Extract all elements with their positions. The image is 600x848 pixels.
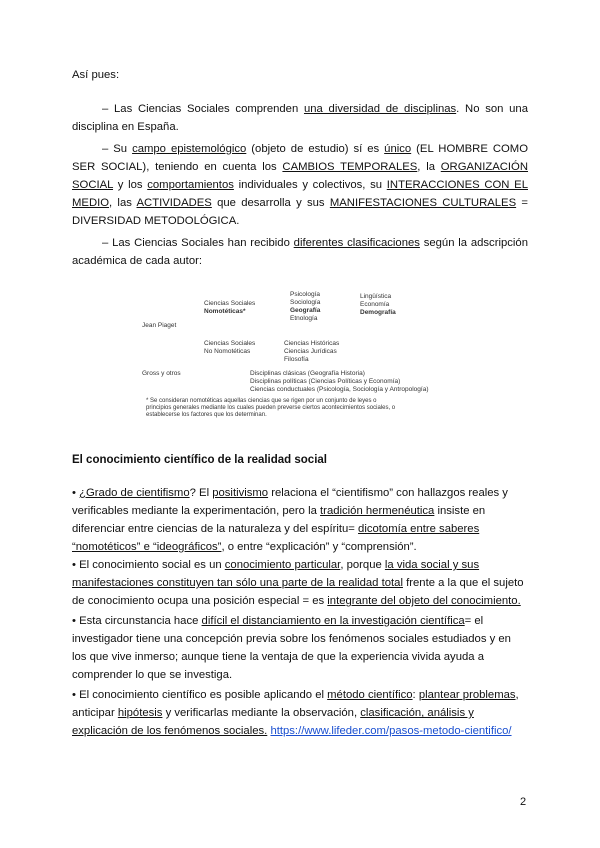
figure-geografia: Geografía xyxy=(290,307,321,314)
figure-disciplinas-clasicas: Disciplinas clásicas (Geografía Historia) xyxy=(250,370,365,377)
paragraph-campo-epistemologico: – Su campo epistemológico (objeto de estudio) sí es único (EL HOMBRE COMO SER SOCIAL), teniendo en cuenta los CAMBIOS TEMPORALES, la ORGANIZACIÓN SOCIAL y los comportamientos individuales y colectivos, su INTERACCIONES CON EL MEDIO, las ACTIVIDADES que desarrolla y sus MANIFESTACIONES CULTURALES = DIVERSIDAD METODOLÓGICA. xyxy=(72,143,529,227)
figure-demografia: Demografía xyxy=(360,309,396,316)
figure-disciplinas-politicas: Disciplinas políticas (Ciencias Políticas y Economía) xyxy=(250,378,401,385)
figure-ciencias-historicas: Ciencias Históricas xyxy=(284,340,340,347)
figure-ciencias-juridicas: Ciencias Jurídicas xyxy=(284,348,337,355)
paragraph-clasificaciones: – Las Ciencias Sociales han recibido diferentes clasificaciones según la adscripción académica de cada autor: xyxy=(72,237,528,267)
figure-note-2: principios generales mediante los cuales pueden preverse ciertos acontecimientos sociales, o xyxy=(146,405,396,411)
paragraph-disciplinas: – Las Ciencias Sociales comprenden una diversidad de disciplinas. No son una disciplina en España. xyxy=(72,103,528,133)
bullet-distanciamiento: • Esta circunstancia hace difícil el distanciamiento en la investigación científica= el investigador tiene una concepción previa sobre los fenómenos sociales estudiados y en los que vive inmerso; aunque tiene la ventaja de que la experiencia vivida ayuda a comprender lo que se investiga. xyxy=(72,615,511,681)
figure-no-nomoteticas-1: Ciencias Sociales xyxy=(204,340,256,347)
figure-nomoteticas-2: Nomotéticas* xyxy=(204,308,246,315)
figure-economia: Economía xyxy=(360,301,390,308)
bullet-metodo-cientifico: • El conocimiento científico es posible aplicando el método científico: plantear problemas, anticipar hipótesis y verificarlas mediante la observación, clasificación, análisis y explicación de los fenómenos sociales. https://www.lifeder.com/pasos-metodo-cientifico/ xyxy=(72,689,519,737)
section-heading: El conocimiento científico de la realidad social xyxy=(72,454,327,466)
intro-text: Así pues: xyxy=(72,69,120,81)
figure-nomoteticas-1: Ciencias Sociales xyxy=(204,300,256,307)
classification-figure xyxy=(142,290,522,418)
figure-filosofia: Filosofía xyxy=(284,356,309,363)
figure-gross: Gross y otros xyxy=(142,370,181,377)
figure-etnologia: Etnología xyxy=(290,315,318,322)
bullet-conocimiento-particular: • El conocimiento social es un conocimiento particular, porque la vida social y sus manifestaciones constituyen tan sólo una parte de la realidad total frente a la que el sujeto de conocimiento ocupa una posición especial = es integrante del objeto del conocimiento. xyxy=(72,559,524,607)
figure-note-3: establecerse los factores que los determinan. xyxy=(146,412,267,418)
figure-psicologia: Psicología xyxy=(290,291,320,298)
figure-piaget: Jean Piaget xyxy=(142,322,177,329)
page-number: 2 xyxy=(520,796,527,808)
figure-ciencias-conductuales: Ciencias conductuales (Psicología, Sociología y Antropología) xyxy=(250,386,429,393)
figure-no-nomoteticas-2: No Nomotéticas xyxy=(204,348,251,355)
figure-note-1: * Se consideran nomotéticas aquellas ciencias que se rigen por un conjunto de leyes o xyxy=(146,398,377,404)
figure-linguistica: Lingüística xyxy=(360,293,392,300)
bullet-cientifismo: • ¿Grado de cientifismo? El positivismo relaciona el “cientifismo” con hallazgos reales y verificables mediante la experimentación, pero la tradición hermenéutica insiste en diferenciar entre ciencias de la naturaleza y del espíritu= dicotomía entre saberes “nomotéticos” e “ideográficos”, o entre “explicación” y “comprensión”. xyxy=(72,487,508,553)
figure-sociologia: Sociología xyxy=(290,299,321,306)
metodo-cientifico-link[interactable]: https://www.lifeder.com/pasos-metodo-cientifico/ xyxy=(270,725,512,737)
